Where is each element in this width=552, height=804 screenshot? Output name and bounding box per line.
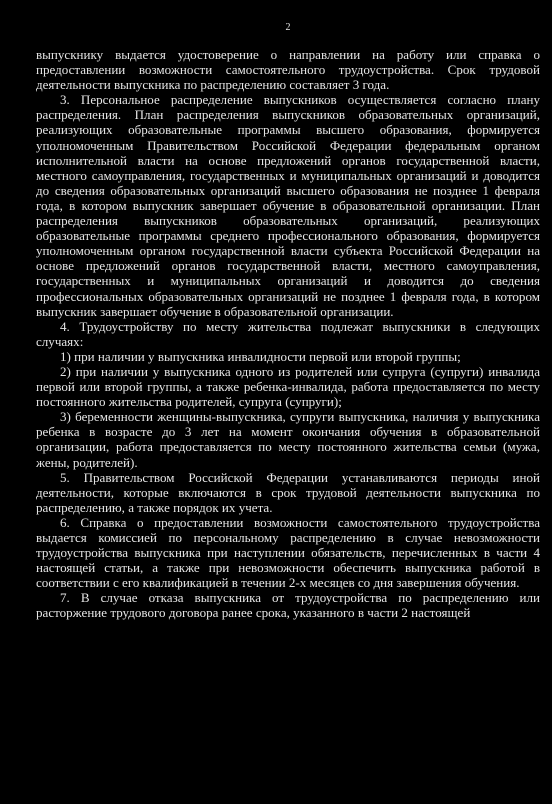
paragraph-subitem-3: 3) беременности женщины-выпускника, супруги выпускника, наличия у выпускника ребенка в возрасте до 3 лет на момент окончания обучения в образовательной организации, работа предоставляется по месту постоянного жительства семьи (мужа, жены, родителей). [36,409,540,470]
paragraph-item-7: 7. В случае отказа выпускника от трудоустройства по распределению или расторжение трудового договора ранее срока, указанного в части 2 настоящей [36,590,540,621]
paragraph-continuation: выпускнику выдается удостоверение о направлении на работу или справка о предоставлении возможности самостоятельного трудоустройства. Срок трудовой деятельности выпускника по распределению составляет 3 года. [36,47,540,93]
paragraph-item-6: 6. Справка о предоставлении возможности самостоятельного трудоустройства выдается комиссией по персональному распределению в случае невозможности трудоустройства выпускника при наступлении обязательств, перечисленных в части 4 настоящей статьи, а также при невозможности обеспечить выпускника работой в соответствии с его квалификацией в течении 2-х месяцев со дня завершения обучения. [36,514,540,591]
paragraph-subitem-2: 2) при наличии у выпускника одного из родителей или супруга (супруги) инвалида первой или второй группы, а также ребенка-инвалида, работа предоставляется по месту постоянного жительства родителей, супруга (супруги); [36,363,540,410]
paragraph-item-3: 3. Персональное распределение выпускников осуществляется согласно плану распределения. План распределения выпускников образовательных организаций, реализующих образовательные программы высшего образования, формируется уполномоченным Правительством Российской Федерации федеральным органом исполнительной власти на основе предложений органов государственной власти, местного самоуправления, государственных и муниципальных организаций и доводится до сведения образовательных организаций высшего образования не позднее 1 февраля года, в котором выпускник завершает обучение в образовательной организации. План распределения выпускников образовательных организаций, реализующих образовательные программы среднего профессионального образования, формируется уполномоченным органом государственной власти субъекта Российской Федерации на основе предложений органов государственной власти, местного самоуправления, государственных и муниципальных организаций и доводится до сведения профессиональных образовательных организаций не позднее 1 февраля года, в котором выпускник завершает обучение в образовательной организации. [36,92,540,319]
paragraph-subitem-1: 1) при наличии у выпускника инвалидности первой или второй группы; [60,348,461,364]
page-number: 2 [285,22,291,33]
paragraph-item-4: 4. Трудоустройству по месту жительства подлежат выпускники в следующих случаях: [36,318,540,349]
paragraph-item-5: 5. Правительством Российской Федерации устанавливаются периоды иной деятельности, которые включаются в срок трудовой деятельности выпускника по распределению, а также порядок их учета. [36,469,540,515]
document-body [36,47,540,621]
